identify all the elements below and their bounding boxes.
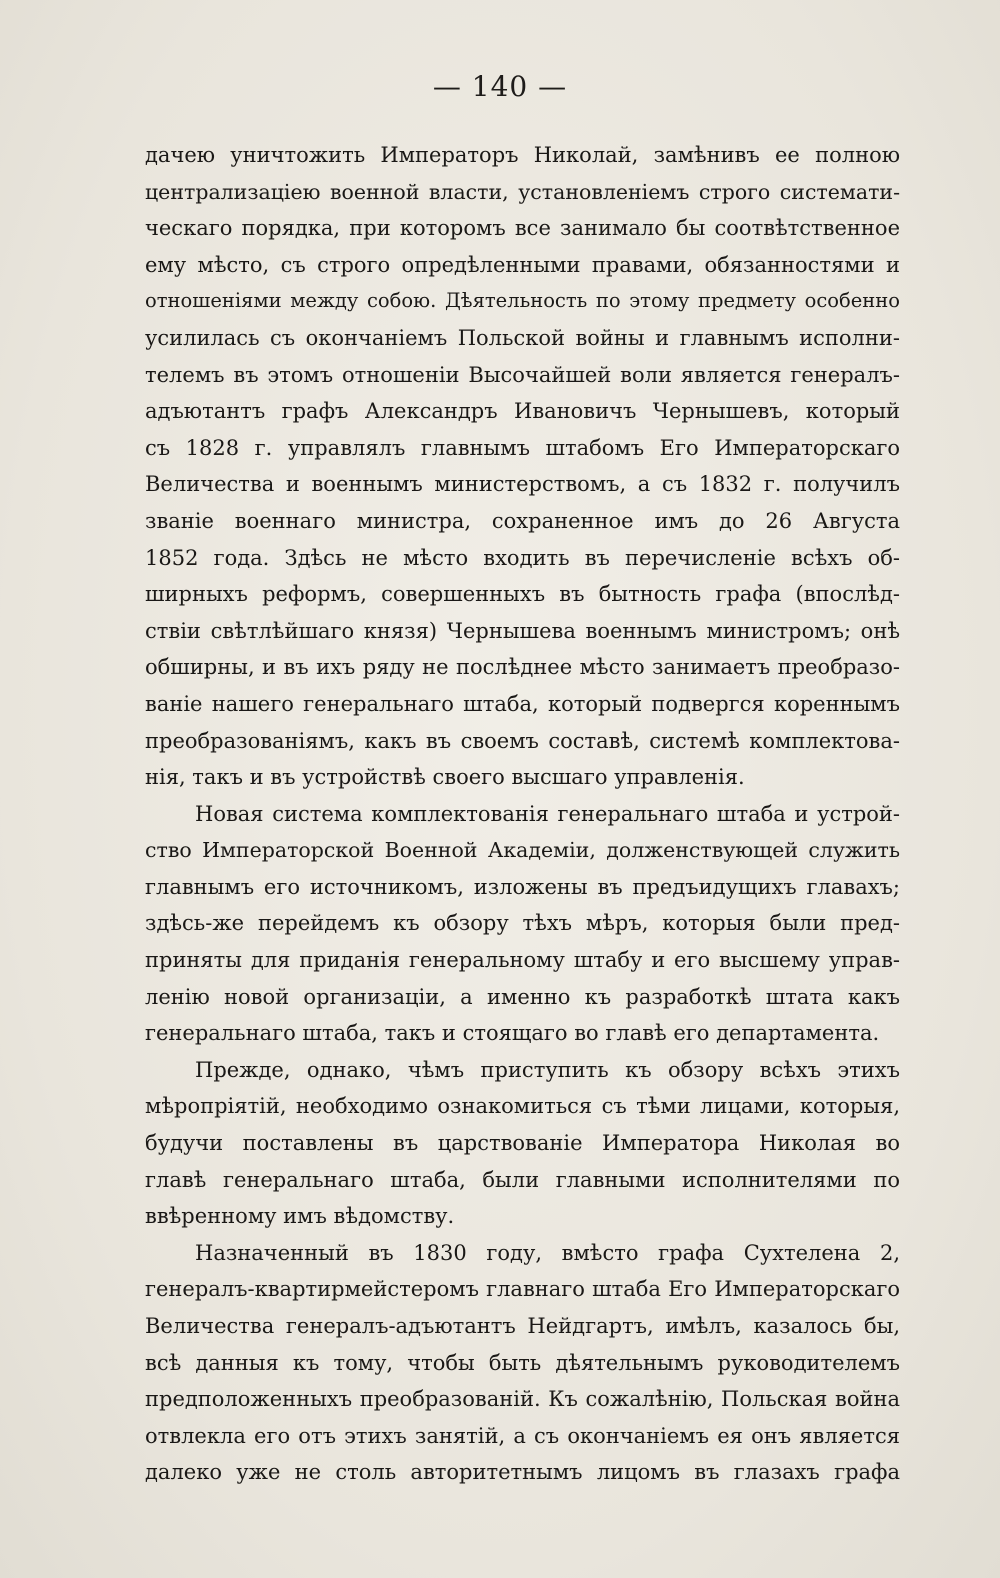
text-line: ство Императорской Военной Академiи, долженствующей служить	[145, 838, 900, 863]
text-line: будучи поставлены въ царствованiе Императора Николая во	[145, 1131, 900, 1156]
text-line: Величества и военнымъ министерствомъ, а съ 1832 г. получилъ	[145, 472, 900, 497]
text-line: Назначенный въ 1830 году, вмѣсто графа Сухтелена 2,	[195, 1240, 900, 1265]
text-line: мѣропрiятiй, необходимо ознакомиться съ тѣми лицами, которыя,	[145, 1094, 900, 1119]
text-line: ему мѣсто, съ строго опредѣленными правами, обязанностями и	[145, 252, 900, 277]
text-line: централизацiею военной власти, установленiемъ строго системати-	[145, 179, 900, 204]
text-line: дачею уничтожить Императоръ Николай, замѣнивъ ее полною	[145, 143, 900, 167]
text-line: ввѣренному имъ вѣдомству.	[145, 1204, 455, 1229]
text-line: генералъ-квартирмейстеромъ главнаго штаба Его Императорскаго	[145, 1277, 900, 1302]
text-line: здѣсь-же перейдемъ къ обзору тѣхъ мѣръ, которыя были пред-	[145, 911, 900, 936]
text-line: званiе военнаго министра, сохраненное имъ до 26 Августа	[145, 508, 900, 533]
text-line: главѣ генеральнаго штаба, были главными исполнителями по	[145, 1167, 900, 1192]
text-line: предположенныхъ преобразованiй. Къ сожалѣнiю, Польская война	[145, 1387, 900, 1412]
body-text	[145, 137, 900, 1491]
text-line: обширны, и въ ихъ ряду не послѣднее мѣсто занимаетъ преобразо-	[145, 655, 900, 680]
text-line: нiя, такъ и въ устройствѣ своего высшаго управленiя.	[145, 765, 745, 790]
text-line: 1852 года. Здѣсь не мѣсто входить въ перечисленiе всѣхъ об-	[145, 545, 900, 570]
text-line: съ 1828 г. управлялъ главнымъ штабомъ Его Императорскаго	[145, 435, 900, 460]
text-line: ствiи свѣтлѣйшаго князя) Чернышева военнымъ министромъ; онѣ	[145, 618, 900, 643]
text-line: главнымъ его источникомъ, изложены въ предъидущихъ главахъ;	[145, 874, 900, 899]
page-number: — 140 —	[432, 70, 568, 103]
text-line: ленiю новой организацiи, а именно къ разработкѣ штата какъ	[145, 984, 900, 1009]
text-line: усилилась съ окончанiемъ Польской войны и главнымъ исполни-	[145, 325, 900, 350]
text-line: далеко уже не столь авторитетнымъ лицомъ въ глазахъ графа	[145, 1460, 900, 1485]
text-line: преобразованiямъ, какъ въ своемъ составѣ, системѣ комплектова-	[145, 728, 900, 753]
text-line: отношенiями между собою. Дѣятельность по этому предмету особенно	[145, 289, 900, 313]
text-line: Новая система комплектованiя генеральнаго штаба и устрой-	[195, 801, 900, 826]
text-line: Величества генералъ-адъютантъ Нейдгартъ, имѣлъ, казалось бы,	[145, 1314, 900, 1338]
text-line: ширныхъ реформъ, совершенныхъ въ бытность графа (впослѣд-	[145, 582, 900, 607]
text-line: ванiе нашего генеральнаго штаба, который подвергся кореннымъ	[145, 691, 900, 716]
text-line: Прежде, однако, чѣмъ приступить къ обзору всѣхъ этихъ	[195, 1057, 900, 1082]
text-line: адъютантъ графъ Александръ Ивановичъ Чернышевъ, который	[145, 399, 900, 424]
text-line: отвлекла его отъ этихъ занятiй, а съ окончанiемъ ея онъ является	[145, 1423, 900, 1448]
text-line: приняты для приданiя генеральному штабу и его высшему управ-	[145, 948, 900, 973]
text-line: телемъ въ этомъ отношенiи Высочайшей воли является генералъ-	[145, 362, 900, 387]
text-line: всѣ данныя къ тому, чтобы быть дѣятельнымъ руководителемъ	[145, 1350, 900, 1375]
text-line: генеральнаго штаба, такъ и стоящаго во главѣ его департамента.	[145, 1021, 880, 1046]
text-line: ческаго порядка, при которомъ все занимало бы соотвѣтственное	[145, 216, 900, 241]
